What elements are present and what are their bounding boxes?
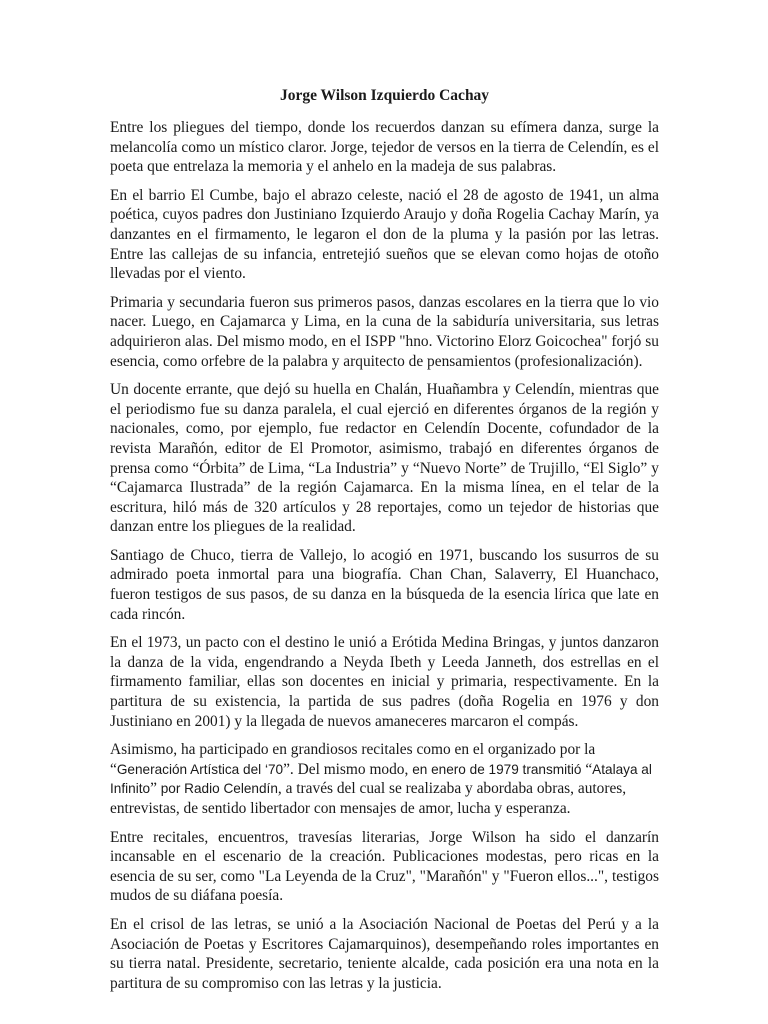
paragraph-7-broadcast-date: en enero de 1979 transmitió <box>412 761 582 777</box>
paragraph-9: En el crisol de las letras, se unió a la Asociación Nacional de Poetas del Perú y a la Asociación de Poetas y Escritores Cajamarquinos), desempeñando roles importantes en su tierra natal. Presidente, secretario, teniente alcalde, cada posición era una nota en la partitura de su compromiso con las letras y la justicia. <box>110 915 659 992</box>
paragraph-1: Entre los pliegues del tiempo, donde los recuerdos danzan su efímera danza, surge la melancolía como un místico claror. Jorge, tejedor de versos en la tierra de Celendín, es el poeta que entrelaza la memoria y el anhelo en la madeja de sus palabras. <box>110 119 659 176</box>
paragraph-7-event-name: Generación Artística del ‘70 <box>116 761 284 777</box>
paragraph-7-text-2: ”. Del mismo modo, <box>283 760 413 778</box>
paragraph-7-text-3: “ <box>581 760 593 778</box>
paragraph-3: Primaria y secundaria fueron sus primeros pasos, danzas escolares en la tierra que lo vio nacer. Luego, en Cajamarca y Lima, en la cuna de la sabiduría universitaria, sus letras adquirieron alas. Del mismo modo, en el ISPP "hno. Victorino Elorz Goicochea" forjó su esencia, como orfebre de la palabra y arquitecto de pensamientos (profesionalización). <box>110 293 659 370</box>
paragraph-7 <box>110 740 659 818</box>
paragraph-7-text-4: ” <box>150 780 161 798</box>
paragraph-4: Un docente errante, que dejó su huella en Chalán, Huañambra y Celendín, mientras que el periodismo fue su danza paralela, el cual ejerció en diferentes órganos de la región y nacionales, como, por ejemplo, fue redactor en Celendín Docente, cofundador de la revista Marañón, editor de El Promotor, asimismo, trabajó en diferentes órganos de prensa como “Órbita” de Lima, “La Industria” y “Nuevo Norte” de Trujillo, “El Siglo” y “Cajamarca Ilustrada” de la región Cajamarca. En la misma línea, en el telar de la escritura, hiló más de 320 artículos y 28 reportajes, como un tejedor de historias que danzan entre los pliegues de la realidad. <box>110 381 659 536</box>
document-title: Jorge Wilson Izquierdo Cachay <box>279 87 490 104</box>
paragraph-7-radio-name: por Radio Celendín <box>160 781 278 797</box>
paragraph-2: En el barrio El Cumbe, bajo el abrazo celeste, nació el 28 de agosto de 1941, un alma poética, cuyos padres don Justiniano Izquierdo Araujo y doña Rogelia Cachay Marín, ya danzantes en el firmamento, le legaron el don de la pluma y la pasión por las letras. Entre las callejas de su infancia, entretejió sueños que se elevan como hojas de otoño llevadas por el viento. <box>110 186 659 283</box>
paragraph-6: En el 1973, un pacto con el destino le unió a Erótida Medina Bringas, y juntos danzaron la danza de la vida, engendrando a Neyda Ibeth y Leeda Janneth, dos estrellas en el firmamento familiar, ellas son docentes en inicial y primaria, respectivamente. En la partitura de su existencia, la partida de sus padres (doña Rogelia en 1976 y don Justiniano en 2001) y la llegada de nuevos amaneceres marcaron el compás. <box>110 634 659 730</box>
paragraph-7-text-5: , a través del cual se realizaba y abordaba obras, autores, entrevistas, de sentido libertador con mensajes de amor, lucha y esperanza. <box>110 780 627 817</box>
paragraph-8: Entre recitales, encuentros, travesías literarias, Jorge Wilson ha sido el danzarín incansable en el escenario de la creación. Publicaciones modestas, pero ricas en la esencia de su ser, como "La Leyenda de la Cruz", "Marañón" y "Fueron ellos...", testigos mudos de su diáfana poesía. <box>110 828 659 905</box>
paragraph-7-program-name: Atalaya al Infinito <box>110 761 652 797</box>
paragraph-7-text-1: Asimismo, ha participado en grandiosos recitales como en el organizado por la “ <box>110 741 596 778</box>
paragraph-5: Santiago de Chuco, tierra de Vallejo, lo acogió en 1971, buscando los susurros de su admirado poeta inmortal para una biografía. Chan Chan, Salaverry, El Huanchaco, fueron testigos de sus pasos, de su danza en la búsqueda de la esencia lírica que late en cada rincón. <box>110 546 659 623</box>
